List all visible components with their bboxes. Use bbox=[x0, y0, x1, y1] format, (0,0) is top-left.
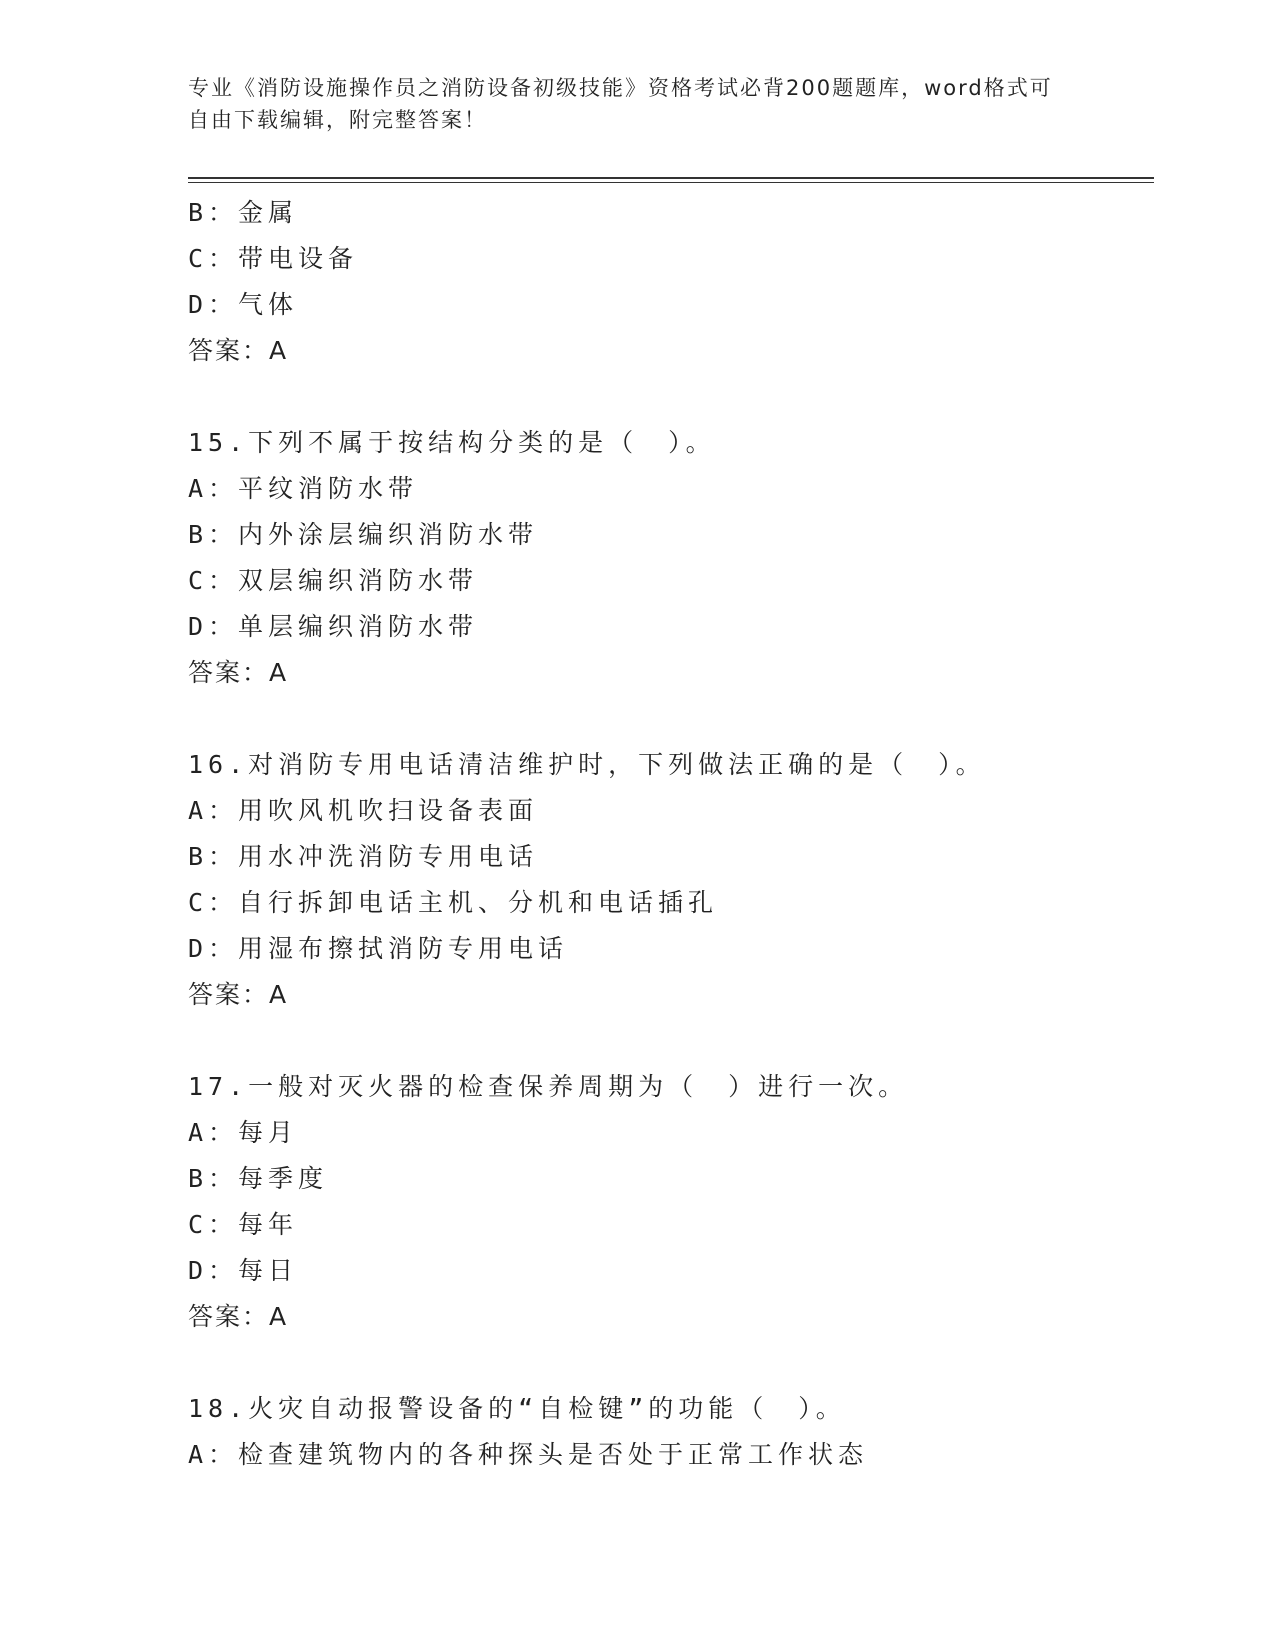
question-gap bbox=[188, 1018, 1148, 1064]
question-14-continued bbox=[188, 190, 1148, 374]
option-c: C：带电设备 bbox=[188, 244, 359, 273]
option-d: D：每日 bbox=[188, 1256, 299, 1285]
option-a: A：检查建筑物内的各种探头是否处于正常工作状态 bbox=[188, 1440, 869, 1469]
header-title: 专业《消防设施操作员之消防设备初级技能》资格考试必背200题题库，word格式可自由下载编辑，附完整答案！ bbox=[188, 76, 1053, 132]
option-c: C：每年 bbox=[188, 1210, 299, 1239]
question-17 bbox=[188, 1064, 1148, 1340]
question-16 bbox=[188, 742, 1148, 1018]
option-d: D：用湿布擦拭消防专用电话 bbox=[188, 934, 569, 963]
option-b: B：每季度 bbox=[188, 1164, 329, 1193]
question-stem: 18.火灾自动报警设备的“自检键”的功能（ ）。 bbox=[188, 1394, 846, 1423]
option-a: A：平纹消防水带 bbox=[188, 474, 419, 503]
answer-line: 答案：A bbox=[188, 658, 289, 687]
answer-line: 答案：A bbox=[188, 980, 289, 1009]
option-b: B：内外涂层编织消防水带 bbox=[188, 520, 539, 549]
option-b: B：用水冲洗消防专用电话 bbox=[188, 842, 539, 871]
answer-line: 答案：A bbox=[188, 336, 289, 365]
question-stem: 15.下列不属于按结构分类的是（ ）。 bbox=[188, 428, 716, 457]
question-gap bbox=[188, 374, 1148, 420]
option-d: D：单层编织消防水带 bbox=[188, 612, 479, 641]
question-18 bbox=[188, 1386, 1148, 1478]
document-header bbox=[188, 72, 1068, 136]
option-a: A：用吹风机吹扫设备表面 bbox=[188, 796, 539, 825]
question-stem: 16.对消防专用电话清洁维护时，下列做法正确的是（ ）。 bbox=[188, 750, 986, 779]
option-a: A：每月 bbox=[188, 1118, 299, 1147]
header-rule-thick bbox=[188, 177, 1154, 179]
option-c: C：双层编织消防水带 bbox=[188, 566, 479, 595]
option-b: B：金属 bbox=[188, 198, 299, 227]
question-15 bbox=[188, 420, 1148, 696]
answer-line: 答案：A bbox=[188, 1302, 289, 1331]
header-rule-thin bbox=[188, 182, 1154, 183]
question-gap bbox=[188, 696, 1148, 742]
option-c: C：自行拆卸电话主机、分机和电话插孔 bbox=[188, 888, 719, 917]
question-stem: 17.一般对灭火器的检查保养周期为（ ）进行一次。 bbox=[188, 1072, 909, 1101]
question-gap bbox=[188, 1340, 1148, 1386]
option-d: D：气体 bbox=[188, 290, 299, 319]
question-list bbox=[188, 190, 1148, 1478]
